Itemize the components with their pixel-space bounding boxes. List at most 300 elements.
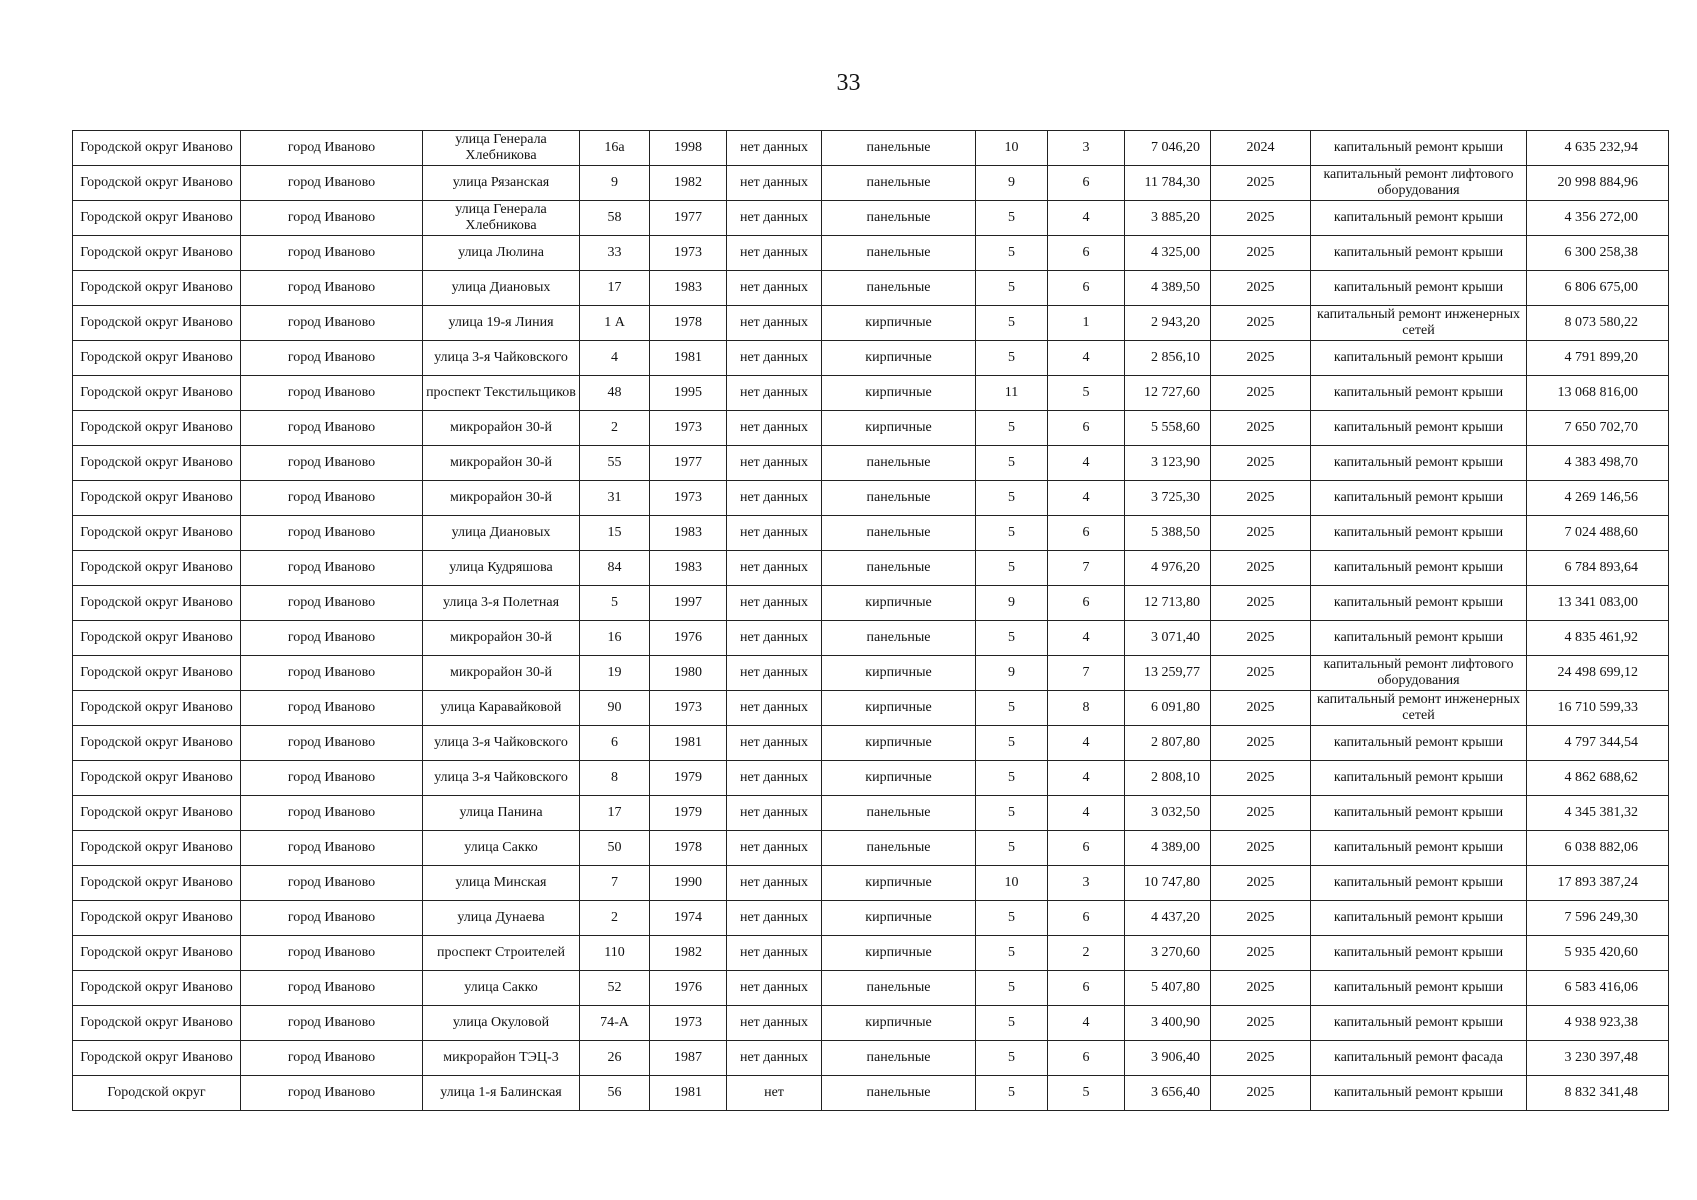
no-data-cell: нет данных [727,901,822,936]
settlement-cell: город Иваново [241,726,423,761]
municipality-cell: Городской округ Иваново [73,726,241,761]
area-cell: 3 885,20 [1125,201,1211,236]
table-row [73,726,1669,761]
house-number-cell: 2 [580,901,650,936]
repair-year-cell: 2025 [1211,621,1311,656]
wall-material-cell: кирпичные [822,411,976,446]
repair-type-cell: капитальный ремонт крыши [1311,481,1527,516]
year-built-cell: 1977 [650,446,727,481]
area-cell: 12 727,60 [1125,376,1211,411]
repair-year-cell: 2025 [1211,166,1311,201]
year-built-cell: 1983 [650,551,727,586]
floors-cell: 10 [976,866,1048,901]
street-cell: улица Диановых [423,516,580,551]
entrances-cell: 6 [1048,831,1125,866]
table-row [73,656,1669,691]
no-data-cell: нет данных [727,621,822,656]
repair-type-cell: капитальный ремонт крыши [1311,376,1527,411]
municipality-cell: Городской округ Иваново [73,131,241,166]
area-cell: 4 389,50 [1125,271,1211,306]
settlement-cell: город Иваново [241,201,423,236]
area-cell: 4 389,00 [1125,831,1211,866]
street-cell: улица Сакко [423,971,580,1006]
entrances-cell: 1 [1048,306,1125,341]
house-number-cell: 4 [580,341,650,376]
municipality-cell: Городской округ Иваново [73,901,241,936]
street-cell: улица Кудряшова [423,551,580,586]
repair-year-cell: 2025 [1211,831,1311,866]
entrances-cell: 4 [1048,341,1125,376]
settlement-cell: город Иваново [241,866,423,901]
table-row [73,586,1669,621]
no-data-cell: нет данных [727,656,822,691]
area-cell: 6 091,80 [1125,691,1211,726]
area-cell: 11 784,30 [1125,166,1211,201]
floors-cell: 5 [976,936,1048,971]
street-cell: микрорайон 30-й [423,621,580,656]
floors-cell: 9 [976,586,1048,621]
wall-material-cell: панельные [822,796,976,831]
repair-type-cell: капитальный ремонт лифтового оборудования [1311,656,1527,691]
entrances-cell: 2 [1048,936,1125,971]
settlement-cell: город Иваново [241,761,423,796]
cost-cell: 8 832 341,48 [1527,1076,1669,1111]
cost-cell: 24 498 699,12 [1527,656,1669,691]
repair-year-cell: 2025 [1211,271,1311,306]
year-built-cell: 1987 [650,1041,727,1076]
entrances-cell: 4 [1048,481,1125,516]
entrances-cell: 5 [1048,1076,1125,1111]
table-row [73,621,1669,656]
repair-year-cell: 2025 [1211,306,1311,341]
floors-cell: 5 [976,971,1048,1006]
street-cell: улица Рязанская [423,166,580,201]
repair-year-cell: 2025 [1211,201,1311,236]
municipality-cell: Городской округ Иваново [73,761,241,796]
no-data-cell: нет данных [727,516,822,551]
floors-cell: 5 [976,901,1048,936]
floors-cell: 5 [976,201,1048,236]
area-cell: 3 032,50 [1125,796,1211,831]
wall-material-cell: кирпичные [822,376,976,411]
no-data-cell: нет данных [727,936,822,971]
entrances-cell: 6 [1048,411,1125,446]
no-data-cell: нет данных [727,866,822,901]
entrances-cell: 8 [1048,691,1125,726]
table-row [73,166,1669,201]
repair-year-cell: 2025 [1211,446,1311,481]
repair-type-cell: капитальный ремонт крыши [1311,1076,1527,1111]
street-cell: улица Минская [423,866,580,901]
entrances-cell: 6 [1048,586,1125,621]
repair-type-cell: капитальный ремонт крыши [1311,761,1527,796]
wall-material-cell: панельные [822,166,976,201]
repair-type-cell: капитальный ремонт инженерных сетей [1311,691,1527,726]
floors-cell: 9 [976,166,1048,201]
cost-cell: 4 269 146,56 [1527,481,1669,516]
area-cell: 2 943,20 [1125,306,1211,341]
floors-cell: 5 [976,341,1048,376]
cost-cell: 6 806 675,00 [1527,271,1669,306]
house-number-cell: 52 [580,971,650,1006]
street-cell: улица 3-я Полетная [423,586,580,621]
municipality-cell: Городской округ Иваново [73,446,241,481]
street-cell: улица 3-я Чайковского [423,341,580,376]
repair-type-cell: капитальный ремонт крыши [1311,516,1527,551]
year-built-cell: 1973 [650,236,727,271]
year-built-cell: 1995 [650,376,727,411]
house-number-cell: 26 [580,1041,650,1076]
no-data-cell: нет данных [727,551,822,586]
house-number-cell: 16а [580,131,650,166]
municipality-cell: Городской округ Иваново [73,236,241,271]
repair-year-cell: 2025 [1211,656,1311,691]
cost-cell: 5 935 420,60 [1527,936,1669,971]
house-number-cell: 84 [580,551,650,586]
municipality-cell: Городской округ Иваново [73,656,241,691]
settlement-cell: город Иваново [241,621,423,656]
year-built-cell: 1973 [650,691,727,726]
street-cell: микрорайон 30-й [423,411,580,446]
municipality-cell: Городской округ Иваново [73,551,241,586]
area-cell: 10 747,80 [1125,866,1211,901]
year-built-cell: 1973 [650,411,727,446]
house-number-cell: 19 [580,656,650,691]
house-number-cell: 2 [580,411,650,446]
table-row [73,796,1669,831]
area-cell: 4 976,20 [1125,551,1211,586]
settlement-cell: город Иваново [241,831,423,866]
settlement-cell: город Иваново [241,481,423,516]
wall-material-cell: кирпичные [822,656,976,691]
cost-cell: 7 650 702,70 [1527,411,1669,446]
municipality-cell: Городской округ Иваново [73,376,241,411]
no-data-cell: нет данных [727,481,822,516]
cost-cell: 16 710 599,33 [1527,691,1669,726]
house-number-cell: 9 [580,166,650,201]
no-data-cell: нет данных [727,201,822,236]
house-number-cell: 17 [580,271,650,306]
settlement-cell: город Иваново [241,551,423,586]
repair-type-cell: капитальный ремонт крыши [1311,901,1527,936]
settlement-cell: город Иваново [241,796,423,831]
settlement-cell: город Иваново [241,586,423,621]
table-row [73,411,1669,446]
table-row [73,481,1669,516]
entrances-cell: 4 [1048,761,1125,796]
street-cell: улица Дунаева [423,901,580,936]
no-data-cell: нет данных [727,271,822,306]
wall-material-cell: панельные [822,481,976,516]
floors-cell: 5 [976,1006,1048,1041]
repair-year-cell: 2024 [1211,131,1311,166]
repair-type-cell: капитальный ремонт крыши [1311,131,1527,166]
entrances-cell: 6 [1048,516,1125,551]
house-number-cell: 7 [580,866,650,901]
no-data-cell: нет данных [727,796,822,831]
table-row [73,761,1669,796]
year-built-cell: 1998 [650,131,727,166]
repair-type-cell: капитальный ремонт крыши [1311,726,1527,761]
table-row [73,1006,1669,1041]
cost-cell: 4 797 344,54 [1527,726,1669,761]
capital-repair-table [72,130,1669,1111]
cost-cell: 8 073 580,22 [1527,306,1669,341]
year-built-cell: 1981 [650,341,727,376]
entrances-cell: 6 [1048,236,1125,271]
municipality-cell: Городской округ Иваново [73,341,241,376]
wall-material-cell: кирпичные [822,726,976,761]
year-built-cell: 1981 [650,726,727,761]
cost-cell: 4 345 381,32 [1527,796,1669,831]
cost-cell: 17 893 387,24 [1527,866,1669,901]
entrances-cell: 4 [1048,446,1125,481]
street-cell: улица Сакко [423,831,580,866]
entrances-cell: 6 [1048,166,1125,201]
settlement-cell: город Иваново [241,1076,423,1111]
no-data-cell: нет данных [727,691,822,726]
no-data-cell: нет данных [727,831,822,866]
entrances-cell: 7 [1048,656,1125,691]
cost-cell: 6 300 258,38 [1527,236,1669,271]
floors-cell: 10 [976,131,1048,166]
house-number-cell: 31 [580,481,650,516]
floors-cell: 5 [976,236,1048,271]
table-row [73,866,1669,901]
municipality-cell: Городской округ Иваново [73,586,241,621]
settlement-cell: город Иваново [241,901,423,936]
settlement-cell: город Иваново [241,166,423,201]
repair-year-cell: 2025 [1211,411,1311,446]
area-cell: 3 906,40 [1125,1041,1211,1076]
repair-year-cell: 2025 [1211,481,1311,516]
floors-cell: 5 [976,1041,1048,1076]
street-cell: микрорайон 30-й [423,656,580,691]
area-cell: 3 400,90 [1125,1006,1211,1041]
floors-cell: 5 [976,481,1048,516]
entrances-cell: 7 [1048,551,1125,586]
area-cell: 13 259,77 [1125,656,1211,691]
settlement-cell: город Иваново [241,376,423,411]
entrances-cell: 6 [1048,1041,1125,1076]
house-number-cell: 48 [580,376,650,411]
cost-cell: 20 998 884,96 [1527,166,1669,201]
repair-year-cell: 2025 [1211,726,1311,761]
area-cell: 5 407,80 [1125,971,1211,1006]
settlement-cell: город Иваново [241,306,423,341]
municipality-cell: Городской округ Иваново [73,166,241,201]
no-data-cell: нет данных [727,306,822,341]
repair-year-cell: 2025 [1211,1076,1311,1111]
entrances-cell: 3 [1048,866,1125,901]
street-cell: микрорайон 30-й [423,481,580,516]
cost-cell: 6 784 893,64 [1527,551,1669,586]
floors-cell: 11 [976,376,1048,411]
year-built-cell: 1980 [650,656,727,691]
wall-material-cell: кирпичные [822,586,976,621]
house-number-cell: 17 [580,796,650,831]
municipality-cell: Городской округ Иваново [73,831,241,866]
settlement-cell: город Иваново [241,236,423,271]
repair-year-cell: 2025 [1211,516,1311,551]
area-cell: 4 437,20 [1125,901,1211,936]
table-row [73,131,1669,166]
repair-type-cell: капитальный ремонт крыши [1311,201,1527,236]
cost-cell: 13 068 816,00 [1527,376,1669,411]
entrances-cell: 4 [1048,796,1125,831]
municipality-cell: Городской округ Иваново [73,796,241,831]
year-built-cell: 1978 [650,306,727,341]
street-cell: улица Люлина [423,236,580,271]
table-row [73,551,1669,586]
street-cell: улица Панина [423,796,580,831]
cost-cell: 4 356 272,00 [1527,201,1669,236]
house-number-cell: 58 [580,201,650,236]
municipality-cell: Городской округ Иваново [73,621,241,656]
wall-material-cell: панельные [822,1076,976,1111]
settlement-cell: город Иваново [241,131,423,166]
table-row [73,1041,1669,1076]
cost-cell: 4 635 232,94 [1527,131,1669,166]
repair-type-cell: капитальный ремонт крыши [1311,341,1527,376]
street-cell: улица Каравайковой [423,691,580,726]
municipality-cell: Городской округ [73,1076,241,1111]
no-data-cell: нет данных [727,236,822,271]
no-data-cell: нет данных [727,166,822,201]
municipality-cell: Городской округ Иваново [73,201,241,236]
table-row [73,201,1669,236]
table-row [73,341,1669,376]
wall-material-cell: панельные [822,446,976,481]
no-data-cell: нет данных [727,1006,822,1041]
municipality-cell: Городской округ Иваново [73,481,241,516]
wall-material-cell: кирпичные [822,936,976,971]
repair-type-cell: капитальный ремонт крыши [1311,586,1527,621]
floors-cell: 5 [976,1076,1048,1111]
house-number-cell: 90 [580,691,650,726]
floors-cell: 5 [976,691,1048,726]
repair-type-cell: капитальный ремонт крыши [1311,446,1527,481]
year-built-cell: 1974 [650,901,727,936]
house-number-cell: 55 [580,446,650,481]
house-number-cell: 33 [580,236,650,271]
year-built-cell: 1983 [650,271,727,306]
municipality-cell: Городской округ Иваново [73,866,241,901]
entrances-cell: 4 [1048,726,1125,761]
house-number-cell: 50 [580,831,650,866]
floors-cell: 5 [976,271,1048,306]
area-cell: 2 856,10 [1125,341,1211,376]
settlement-cell: город Иваново [241,691,423,726]
table-row [73,446,1669,481]
municipality-cell: Городской округ Иваново [73,271,241,306]
entrances-cell: 3 [1048,131,1125,166]
area-cell: 3 123,90 [1125,446,1211,481]
wall-material-cell: кирпичные [822,341,976,376]
table-row [73,271,1669,306]
municipality-cell: Городской округ Иваново [73,691,241,726]
street-cell: улица Диановых [423,271,580,306]
settlement-cell: город Иваново [241,656,423,691]
wall-material-cell: панельные [822,131,976,166]
settlement-cell: город Иваново [241,971,423,1006]
wall-material-cell: кирпичные [822,691,976,726]
no-data-cell: нет данных [727,726,822,761]
no-data-cell: нет данных [727,411,822,446]
floors-cell: 5 [976,831,1048,866]
table-row [73,831,1669,866]
street-cell: улица 3-я Чайковского [423,761,580,796]
year-built-cell: 1977 [650,201,727,236]
wall-material-cell: панельные [822,271,976,306]
cost-cell: 4 938 923,38 [1527,1006,1669,1041]
table-row [73,516,1669,551]
cost-cell: 7 596 249,30 [1527,901,1669,936]
area-cell: 2 808,10 [1125,761,1211,796]
year-built-cell: 1990 [650,866,727,901]
repair-type-cell: капитальный ремонт крыши [1311,551,1527,586]
municipality-cell: Городской округ Иваново [73,936,241,971]
year-built-cell: 1976 [650,971,727,1006]
repair-type-cell: капитальный ремонт крыши [1311,271,1527,306]
entrances-cell: 6 [1048,271,1125,306]
repair-year-cell: 2025 [1211,971,1311,1006]
table-row [73,691,1669,726]
table-row [73,936,1669,971]
house-number-cell: 6 [580,726,650,761]
house-number-cell: 1 А [580,306,650,341]
settlement-cell: город Иваново [241,446,423,481]
repair-year-cell: 2025 [1211,376,1311,411]
area-cell: 3 725,30 [1125,481,1211,516]
year-built-cell: 1979 [650,796,727,831]
entrances-cell: 6 [1048,971,1125,1006]
repair-year-cell: 2025 [1211,866,1311,901]
wall-material-cell: панельные [822,201,976,236]
house-number-cell: 8 [580,761,650,796]
cost-cell: 4 791 899,20 [1527,341,1669,376]
year-built-cell: 1976 [650,621,727,656]
no-data-cell: нет [727,1076,822,1111]
no-data-cell: нет данных [727,376,822,411]
repair-year-cell: 2025 [1211,691,1311,726]
year-built-cell: 1979 [650,761,727,796]
year-built-cell: 1982 [650,166,727,201]
cost-cell: 6 583 416,06 [1527,971,1669,1006]
settlement-cell: город Иваново [241,516,423,551]
floors-cell: 5 [976,621,1048,656]
repair-type-cell: капитальный ремонт крыши [1311,621,1527,656]
wall-material-cell: панельные [822,1041,976,1076]
entrances-cell: 6 [1048,901,1125,936]
street-cell: микрорайон 30-й [423,446,580,481]
table-row [73,1076,1669,1111]
wall-material-cell: кирпичные [822,866,976,901]
cost-cell: 6 038 882,06 [1527,831,1669,866]
cost-cell: 7 024 488,60 [1527,516,1669,551]
no-data-cell: нет данных [727,341,822,376]
year-built-cell: 1982 [650,936,727,971]
house-number-cell: 56 [580,1076,650,1111]
repair-type-cell: капитальный ремонт лифтового оборудования [1311,166,1527,201]
wall-material-cell: панельные [822,516,976,551]
wall-material-cell: кирпичные [822,306,976,341]
area-cell: 12 713,80 [1125,586,1211,621]
repair-year-cell: 2025 [1211,761,1311,796]
repair-year-cell: 2025 [1211,796,1311,831]
street-cell: улица 3-я Чайковского [423,726,580,761]
repair-year-cell: 2025 [1211,586,1311,621]
